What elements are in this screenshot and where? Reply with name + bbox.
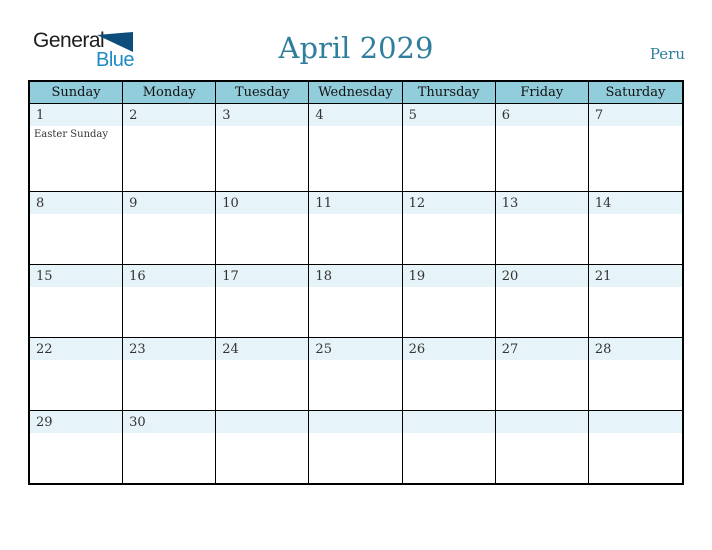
date-strip xyxy=(496,192,588,214)
day-number: 17 xyxy=(222,269,239,284)
calendar-cell xyxy=(123,337,216,410)
date-strip xyxy=(403,104,495,126)
week-row xyxy=(30,410,682,483)
date-strip xyxy=(216,265,308,287)
calendar-cell xyxy=(216,410,309,483)
date-strip xyxy=(403,265,495,287)
calendar-cell xyxy=(30,264,123,337)
date-strip xyxy=(216,192,308,214)
date-strip xyxy=(496,411,588,433)
date-strip xyxy=(589,338,682,360)
page-title: April 2029 xyxy=(278,31,434,65)
calendar-cell xyxy=(309,410,402,483)
weekday-wednesday: Wednesday xyxy=(309,82,402,103)
day-number: 3 xyxy=(222,108,231,123)
day-number: 28 xyxy=(594,342,612,357)
calendar-cell xyxy=(123,264,216,337)
day-number: 14 xyxy=(594,196,612,211)
date-strip xyxy=(403,411,495,433)
date-strip xyxy=(403,338,495,360)
calendar-cell xyxy=(589,410,682,483)
date-strip xyxy=(123,192,215,214)
day-number: 9 xyxy=(129,196,138,211)
weekday-monday: Monday xyxy=(123,82,216,103)
calendar-cell xyxy=(309,103,402,191)
calendar-cell xyxy=(589,264,682,337)
calendar-cell xyxy=(123,103,216,191)
calendar-cell xyxy=(216,103,309,191)
date-strip xyxy=(30,192,122,214)
day-number xyxy=(589,423,595,426)
weekday-tuesday: Tuesday xyxy=(216,82,309,103)
date-strip xyxy=(496,104,588,126)
date-strip xyxy=(123,411,215,433)
day-number: 30 xyxy=(129,415,146,430)
day-number xyxy=(403,423,409,426)
calendar-cell xyxy=(309,191,402,264)
date-strip xyxy=(309,104,401,126)
day-number: 19 xyxy=(408,269,426,284)
day-number: 23 xyxy=(129,342,146,357)
date-strip xyxy=(403,192,495,214)
weekday-header-row xyxy=(30,82,682,103)
date-strip xyxy=(123,104,215,126)
calendar-cell xyxy=(403,337,496,410)
week-row xyxy=(30,264,682,337)
day-number: 29 xyxy=(36,415,53,430)
day-number: 22 xyxy=(36,342,53,357)
date-strip xyxy=(30,338,122,360)
calendar-cell xyxy=(496,103,589,191)
day-number: 25 xyxy=(315,342,332,357)
day-number: 11 xyxy=(315,196,332,211)
day-number: 6 xyxy=(501,108,510,123)
date-strip xyxy=(309,265,401,287)
day-number: 26 xyxy=(408,342,426,357)
calendar-cell xyxy=(216,191,309,264)
calendar-cell xyxy=(123,410,216,483)
logo-text-blue: Blue xyxy=(96,49,135,71)
date-strip xyxy=(216,338,308,360)
calendar-cell xyxy=(496,264,589,337)
calendar-cell xyxy=(496,337,589,410)
calendar-cell xyxy=(30,410,123,483)
date-strip xyxy=(589,265,682,287)
calendar-cell xyxy=(403,410,496,483)
date-strip xyxy=(123,265,215,287)
day-number xyxy=(216,423,222,426)
calendar-cell xyxy=(309,337,402,410)
day-number: 18 xyxy=(315,269,332,284)
calendar-cell xyxy=(403,191,496,264)
day-number xyxy=(496,423,502,426)
date-strip xyxy=(123,338,215,360)
calendar-cell xyxy=(496,410,589,483)
day-number: 1 xyxy=(36,108,45,123)
weekday-friday: Friday xyxy=(496,82,589,103)
week-row xyxy=(30,103,682,191)
calendar-cell xyxy=(216,337,309,410)
date-strip xyxy=(589,192,682,214)
day-number: 2 xyxy=(129,108,138,123)
date-strip xyxy=(216,411,308,433)
weekday-saturday: Saturday xyxy=(605,85,666,100)
day-number: 21 xyxy=(594,269,612,284)
calendar-cell xyxy=(403,103,496,191)
day-number: 27 xyxy=(501,342,519,357)
date-strip xyxy=(30,104,122,126)
calendar-cell xyxy=(30,103,123,191)
region-label: Peru xyxy=(649,45,685,63)
date-strip xyxy=(309,338,401,360)
week-row xyxy=(30,337,682,410)
day-number: 24 xyxy=(222,342,239,357)
day-number: 8 xyxy=(36,196,45,211)
calendar-cell xyxy=(589,337,682,410)
week-row xyxy=(30,191,682,264)
logo-text-general: General xyxy=(33,29,105,52)
day-number: 12 xyxy=(408,196,426,211)
day-number: 13 xyxy=(501,196,519,211)
date-strip xyxy=(589,104,682,126)
date-strip xyxy=(309,192,401,214)
day-number: 7 xyxy=(594,108,604,123)
date-strip xyxy=(30,411,122,433)
day-number: 20 xyxy=(501,269,519,284)
day-number xyxy=(309,423,315,426)
day-number: 5 xyxy=(408,108,417,123)
calendar-cell xyxy=(30,337,123,410)
day-number: 16 xyxy=(129,269,146,284)
date-strip xyxy=(30,265,122,287)
calendar-cell xyxy=(589,103,682,191)
holiday-note: Easter Sunday xyxy=(34,129,109,140)
day-number: 10 xyxy=(222,196,239,211)
calendar-cell xyxy=(216,264,309,337)
day-number: 4 xyxy=(315,108,324,123)
day-number: 15 xyxy=(36,269,53,284)
calendar-cell xyxy=(123,191,216,264)
calendar-cell xyxy=(496,191,589,264)
date-strip xyxy=(496,265,588,287)
date-strip xyxy=(589,411,682,433)
calendar-cell xyxy=(30,191,123,264)
weekday-thursday: Thursday xyxy=(403,82,496,103)
calendar-cell xyxy=(589,191,682,264)
date-strip xyxy=(496,338,588,360)
weekday-sunday: Sunday xyxy=(30,82,123,103)
date-strip xyxy=(309,411,401,433)
calendar-cell xyxy=(309,264,402,337)
calendar-grid xyxy=(28,80,684,485)
date-strip xyxy=(216,104,308,126)
calendar-cell xyxy=(403,264,496,337)
